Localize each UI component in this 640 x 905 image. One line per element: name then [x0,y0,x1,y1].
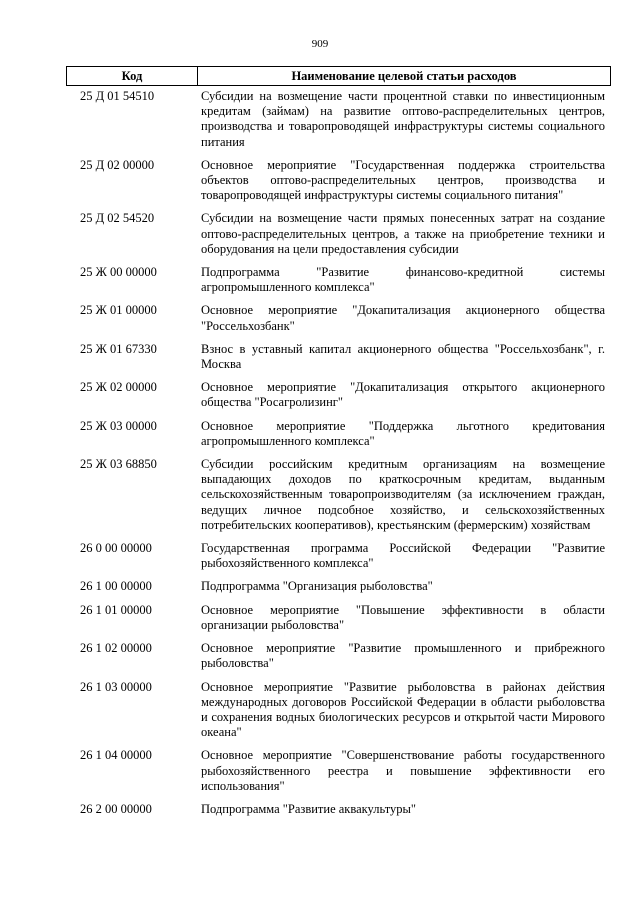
row-name: Субсидии на возмещение части прямых понесенных затрат на создание оптово-распределительных центров, а также на приобретение техники и оборудования на цели предоставления субсидии [201,211,605,256]
table-row [66,748,611,794]
row-name: Основное мероприятие "Государственная поддержка строительства объектов оптово-распределительных центров, производства и товаропроводящей инфраструктуры системы социального питания" [201,157,605,203]
row-name: Субсидии на возмещение части процентной ставки по инвестиционным кредитам (займам) на развитие оптово-распределительных центров, производства и товаропроводящей инфраструктуры системы социального питания [201,89,605,149]
row-name: Субсидии российским кредитным организациям на возмещение выпадающих доходов по краткосрочным кредитам, выданным сельскохозяйственным товаропроизводителям (за исключением граждан, ведущих личное подсобное хозяйство, и сельскохозяйственных потребительских кооперативов), крестьянским (фермерским) хозяйствам [201,457,605,532]
table-row [66,541,611,571]
row-code: 26 1 03 00000 [80,679,152,694]
row-name: Основное мероприятие "Развитие рыболовства в районах действия международных договоров Российской Федерации в области рыболовства и сохранения водных биологических ресурсов и открытой части Мирового океана" [201,679,605,740]
row-code: 26 0 00 00000 [80,541,152,556]
row-code: 26 2 00 00000 [80,801,152,816]
row-code: 25 Ж 00 00000 [80,265,157,280]
table-row [66,211,611,257]
row-code: 26 1 04 00000 [80,748,152,763]
row-name: Основное мероприятие "Совершенствование работы государственного рыбохозяйственного реестра и повышение эффективности его использования" [201,748,605,793]
table-row [66,380,611,410]
column-header-name: Наименование целевой статьи расходов [291,69,517,83]
row-name: Основное мероприятие "Развитие промышленного и прибрежного рыболовства" [201,641,605,671]
row-name: Основное мероприятие "Поддержка льготного кредитования агропромышленного комплекса" [201,418,605,448]
table-row [66,641,611,671]
row-name: Основное мероприятие "Докапитализация акционерного общества "Россельхозбанк" [201,303,605,333]
table-row [66,265,611,295]
row-name: Подпрограмма "Развитие финансово-кредитной системы агропромышленного комплекса" [201,265,605,295]
table-body [66,89,611,825]
row-code: 25 Ж 03 68850 [80,457,157,472]
table-row [66,680,611,741]
row-name: Подпрограмма "Развитие аквакультуры" [201,801,417,816]
table-header [66,66,611,86]
row-code: 26 1 02 00000 [80,641,152,656]
page-number: 909 [311,38,329,50]
row-name: Государственная программа Российской Федерации "Развитие рыбохозяйственного комплекса" [201,541,605,571]
table-row [66,342,611,372]
table-row [66,579,611,594]
row-name: Основное мероприятие "Повышение эффективности в области организации рыболовства" [201,602,605,632]
table-row [66,802,611,817]
row-code: 26 1 00 00000 [80,579,152,594]
row-code: 25 Ж 03 00000 [80,418,157,433]
row-code: 26 1 01 00000 [80,602,152,617]
table-row [66,89,611,150]
row-code: 25 Ж 01 67330 [80,341,157,356]
column-header-code: Код [67,67,198,85]
row-name: Основное мероприятие "Докапитализация открытого акционерного общества "Росагролизинг" [201,380,605,410]
table-row [66,158,611,204]
table-row [66,419,611,449]
row-code: 25 Д 02 54520 [80,211,155,226]
table-row [66,457,611,533]
row-name: Подпрограмма "Организация рыболовства" [201,579,433,594]
table-row [66,303,611,333]
row-code: 25 Д 02 00000 [80,157,155,172]
row-code: 25 Ж 02 00000 [80,380,157,395]
row-code: 25 Д 01 54510 [80,89,155,103]
row-code: 25 Ж 01 00000 [80,303,157,318]
row-name: Взнос в уставный капитал акционерного общества "Россельхозбанк", г. Москва [201,341,605,372]
table-row [66,603,611,633]
